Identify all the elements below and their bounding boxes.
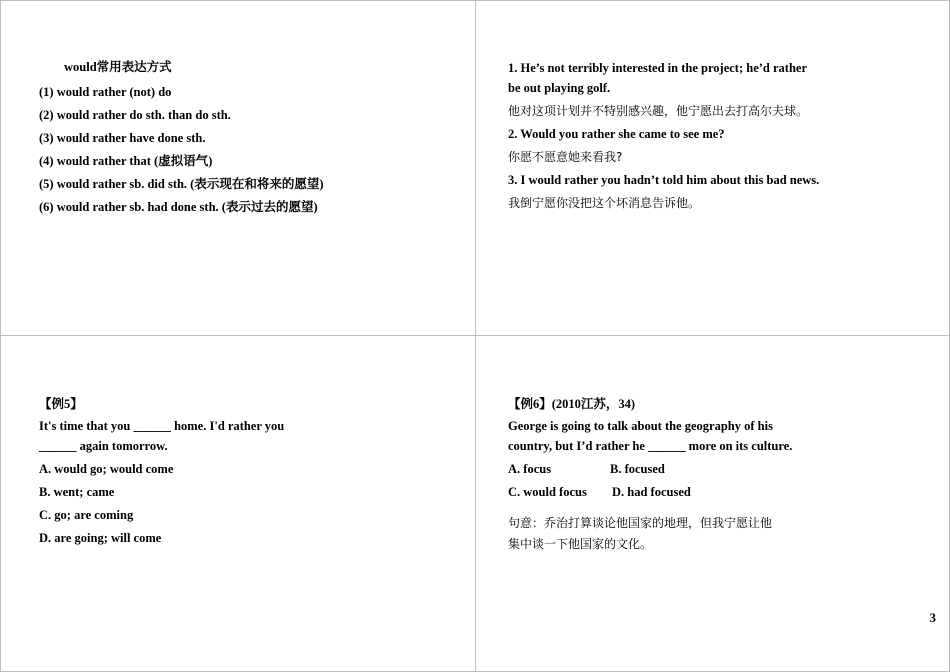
q1-line-6: (6) would rather sb. had done sth. (表示过去的愿望) (39, 200, 318, 214)
q4-option-c: C. would focus (508, 485, 587, 499)
q3-option-c: C. go; are coming (39, 508, 134, 522)
vertical-divider (475, 0, 476, 672)
q3-option-a: A. would go; would come (39, 462, 174, 476)
q2-line-3: 他对这项计划并不特别感兴趣，他宁愿出去打高尔夫球。 (508, 104, 809, 118)
q3-question-line-2: ______ again tomorrow. (39, 439, 168, 453)
q2-line-7: 我倒宁愿你没把这个坏消息告诉他。 (508, 196, 701, 210)
page-number: 3 (929, 610, 936, 625)
q2-line-4: 2. Would you rather she came to see me? (508, 127, 725, 141)
q2-line-6: 3. I would rather you hadn’t told him about this bad news. (508, 173, 820, 187)
q1-line-5: (5) would rather sb. did sth. (表示现在和将来的愿望) (39, 177, 324, 191)
q3-label: 【例5】 (39, 397, 83, 411)
q4-meaning-line-2: 集中谈一下他国家的文化。 (508, 537, 653, 551)
q1-line-1: (1) would rather (not) do (39, 85, 172, 99)
q1-title: would常用表达方式 (64, 60, 172, 74)
q3-question-line-1: It's time that you ______ home. I'd rather you (39, 419, 285, 433)
horizontal-divider (0, 335, 950, 336)
q2-line-2: be out playing golf. (508, 81, 611, 95)
q2-line-1: 1. He’s not terribly interested in the project; he’d rather (508, 61, 808, 75)
q3-option-b: B. went; came (39, 485, 115, 499)
q1-line-2: (2) would rather do sth. than do sth. (39, 108, 231, 122)
q1-line-3: (3) would rather have done sth. (39, 131, 206, 145)
q4-question-line-1: George is going to talk about the geography of his (508, 419, 773, 433)
q2-line-5: 你愿不愿意她来看我? (508, 150, 623, 164)
q3-option-d: D. are going; will come (39, 531, 162, 545)
q4-label: 【例6】(2010江苏，34) (508, 397, 636, 411)
q4-option-b: B. focused (610, 462, 665, 476)
q4-question-line-2: country, but I’d rather he ______ more on its culture. (508, 439, 793, 453)
q1-line-4: (4) would rather that (虚拟语气) (39, 154, 213, 168)
q4-option-a: A. focus (508, 462, 552, 476)
q4-option-d: D. had focused (612, 485, 691, 499)
q4-meaning-line-1: 句意：乔治打算谈论他国家的地理，但我宁愿让他 (508, 516, 773, 530)
